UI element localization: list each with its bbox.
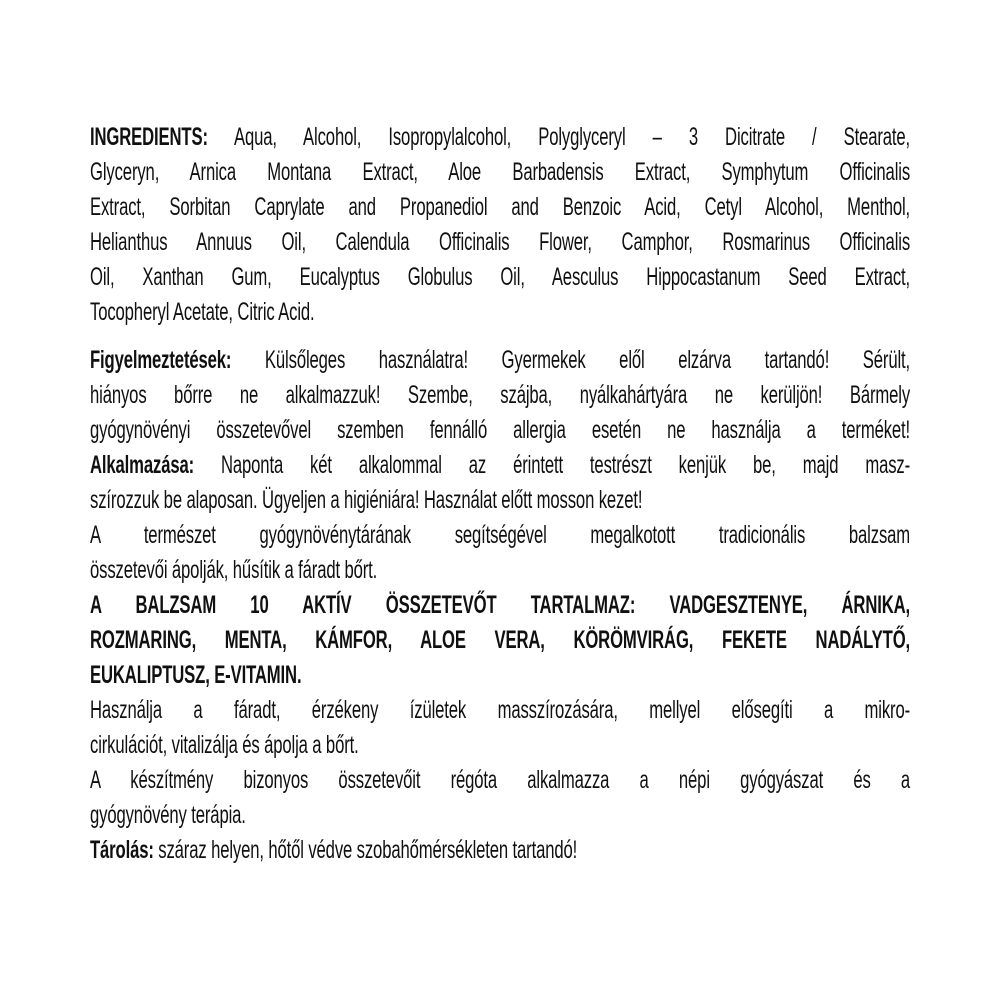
text-line bbox=[90, 448, 910, 483]
text-line: Használja a fáradt, érzékeny ízületek masszírozására, mellyel elősegíti a mikro- bbox=[90, 696, 911, 724]
label-document bbox=[90, 120, 910, 868]
paragraph-storage bbox=[90, 833, 910, 868]
text-line: összetevői ápolják, hűsítik a fáradt bőrt. bbox=[90, 556, 378, 584]
storage-lead: Tárolás: bbox=[90, 836, 154, 864]
paragraph-warnings bbox=[90, 343, 910, 448]
text-line: Oil, Xanthan Gum, Eucalyptus Globulus Oil, Aesculus Hippocastanum Seed Extract, bbox=[90, 263, 911, 291]
text-run: Aqua, Alcohol, Isopropylalcohol, Polyglyceryl – 3 Dicitrate / Stearate, bbox=[234, 123, 911, 151]
text-line: gyógynövény terápia. bbox=[90, 801, 246, 829]
text-line: Helianthus Annuus Oil, Calendula Officinalis Flower, Camphor, Rosmarinus Officinalis bbox=[90, 228, 911, 256]
text-line: cirkulációt, vitalizálja és ápolja a bőrt. bbox=[90, 731, 359, 759]
text-line: EUKALIPTUSZ, E-VITAMIN. bbox=[90, 661, 302, 689]
text-line: A BALZSAM 10 AKTÍV ÖSSZETEVŐT TARTALMAZ: VADGESZTENYE, ÁRNIKA, bbox=[90, 591, 911, 619]
paragraph-description bbox=[90, 518, 910, 588]
paragraph-usage bbox=[90, 693, 910, 763]
paragraph-active-ingredients bbox=[90, 588, 910, 693]
text-line bbox=[90, 120, 910, 155]
paragraph-ingredients bbox=[90, 120, 910, 330]
text-run: Külsőleges használatra! Gyermekek elől elzárva tartandó! Sérült, bbox=[264, 346, 911, 374]
paragraph-tradition bbox=[90, 763, 910, 833]
text-line: hiányos bőrre ne alkalmazzuk! Szembe, szájba, nyálkahártyára ne kerüljön! Bármely bbox=[90, 381, 911, 409]
warnings-lead: Figyelmeztetések: bbox=[90, 346, 232, 374]
ingredients-lead: INGREDIENTS: bbox=[90, 123, 208, 151]
text-line: A természet gyógynövénytárának segítségével megalkotott tradicionális balzsam bbox=[90, 521, 911, 549]
text-line: Extract, Sorbitan Caprylate and Propanediol and Benzoic Acid, Cetyl Alcohol, Menthol, bbox=[90, 193, 911, 221]
text-line: A készítmény bizonyos összetevőit régóta alkalmazza a népi gyógyászat és a bbox=[90, 766, 911, 794]
paragraph-application bbox=[90, 448, 910, 518]
text-run: száraz helyen, hőtől védve szobahőmérsékleten tartandó! bbox=[158, 836, 578, 864]
text-line: gyógynövényi összetevővel szemben fennálló allergia esetén ne használja a terméket! bbox=[90, 416, 911, 444]
application-lead: Alkalmazása: bbox=[90, 451, 195, 479]
text-line bbox=[90, 833, 910, 868]
text-run: Naponta két alkalommal az érintett testrészt kenjük be, majd masz- bbox=[220, 451, 911, 479]
text-line: Tocopheryl Acetate, Citric Acid. bbox=[90, 298, 315, 326]
text-line: ROZMARING, MENTA, KÁMFOR, ALOE VERA, KÖRÖMVIRÁG, FEKETE NADÁLYTŐ, bbox=[90, 626, 911, 654]
text-line: Glyceryn, Arnica Montana Extract, Aloe Barbadensis Extract, Symphytum Officinalis bbox=[90, 158, 911, 186]
text-line bbox=[90, 343, 910, 378]
text-line: szírozzuk be alaposan. Ügyeljen a higiéniára! Használat előtt mosson kezet! bbox=[90, 486, 643, 514]
